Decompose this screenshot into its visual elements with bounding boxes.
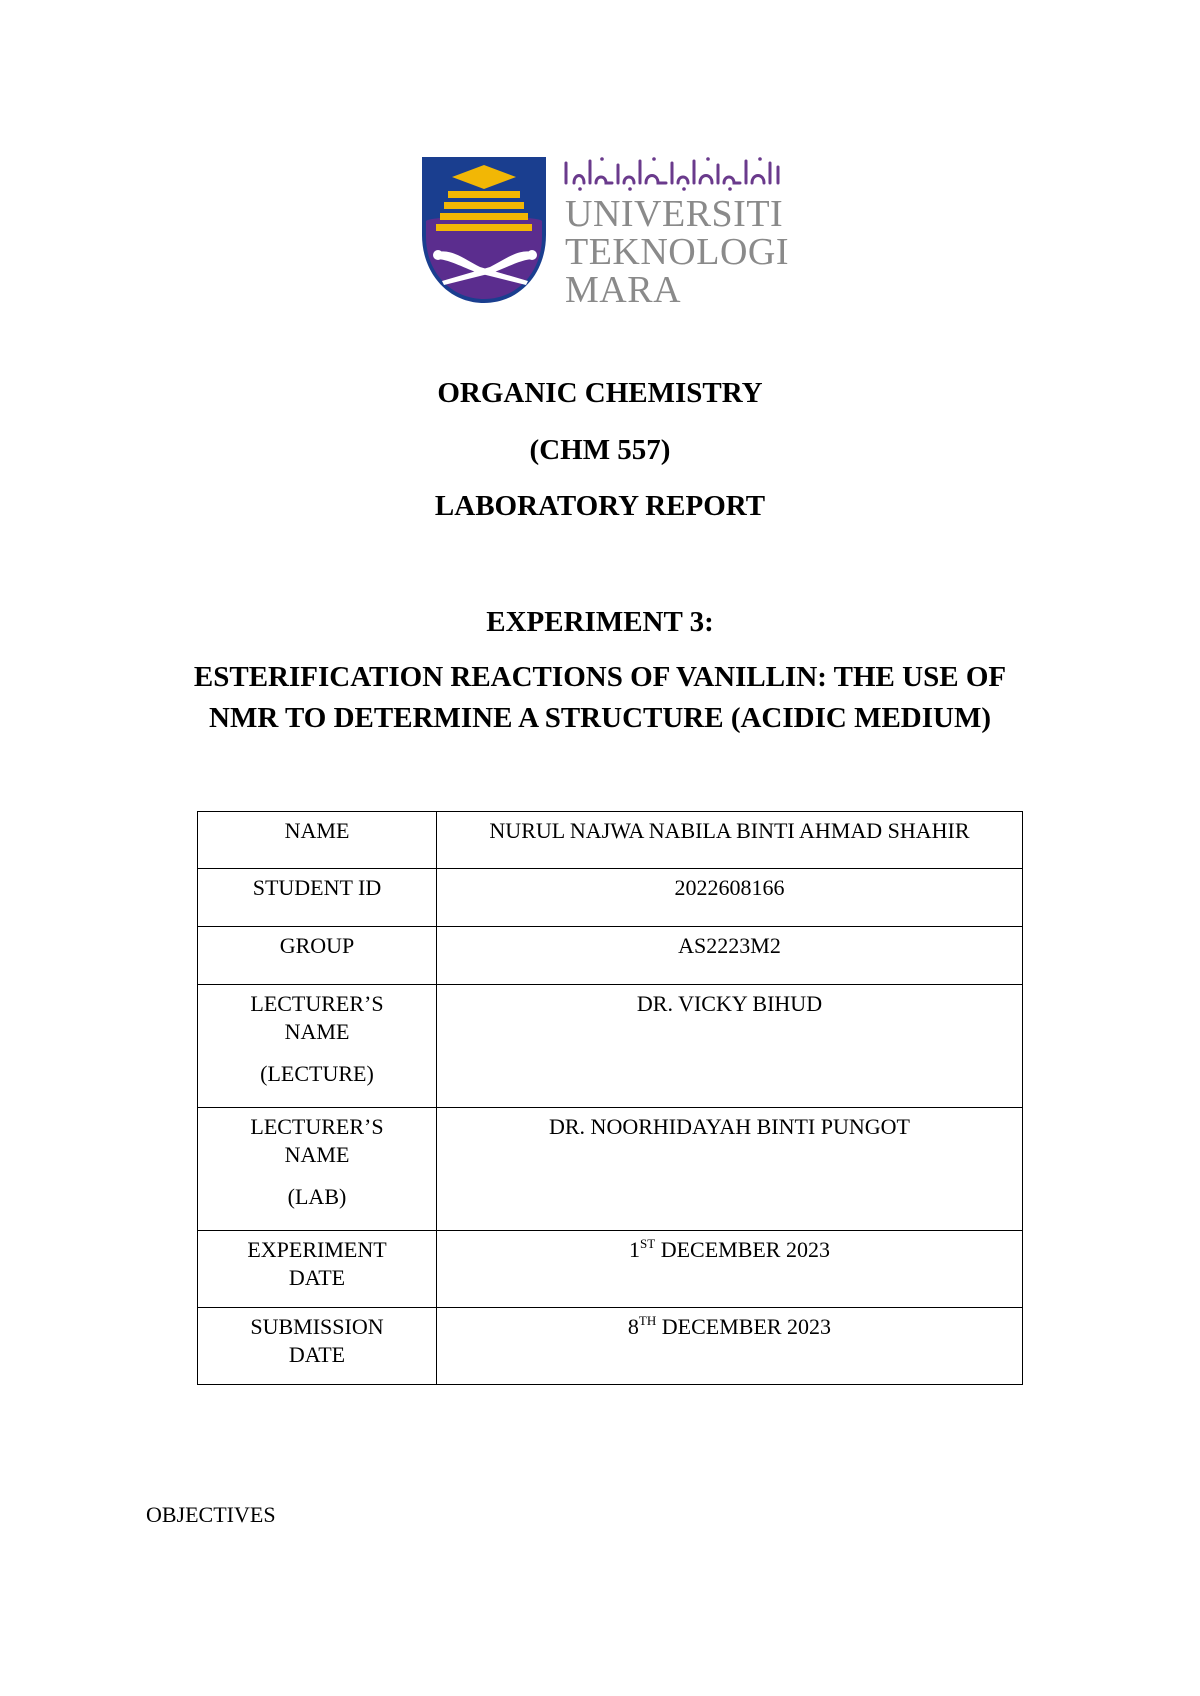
student-info-table (197, 811, 1023, 1385)
group-label: GROUP (198, 927, 437, 985)
experiment-title-line-1: ESTERIFICATION REACTIONS OF VANILLIN: THE USE OF (193, 661, 1007, 693)
experiment-title-line-2: NMR TO DETERMINE A STRUCTURE (ACIDIC MEDIUM) (209, 702, 991, 734)
name-label: NAME (198, 812, 437, 869)
submission-date-day: 8 (627, 1314, 639, 1339)
submission-date-rest: DECEMBER 2023 (656, 1314, 832, 1339)
lecturer-lab-label-line-3: (LAB) (287, 1184, 347, 1209)
lecturer-lab-label (198, 1108, 437, 1231)
experiment-number: EXPERIMENT 3: (486, 606, 714, 638)
logo-jawi-text (562, 155, 784, 191)
experiment-date-label-line-2: DATE (288, 1265, 346, 1290)
experiment-date-label (198, 1231, 437, 1308)
lecturer-lecture-label-line-1: LECTURER’S (250, 991, 384, 1016)
objectives-heading: OBJECTIVES (146, 1502, 276, 1527)
logo-line-3: MARA (565, 269, 682, 311)
table-row-name (198, 812, 1023, 869)
table-row-group (198, 927, 1023, 985)
university-logo (420, 155, 790, 311)
lecturer-lecture-label (198, 985, 437, 1108)
submission-date-label-line-1: SUBMISSION (250, 1314, 384, 1339)
experiment-date-label-line-1: EXPERIMENT (247, 1237, 387, 1262)
submission-date-suffix: TH (638, 1313, 657, 1328)
lecturer-lecture-label-line-3: (LECTURE) (260, 1061, 374, 1086)
experiment-date-rest: DECEMBER 2023 (655, 1237, 830, 1262)
submission-date-label (198, 1308, 437, 1385)
experiment-date-value (437, 1231, 1023, 1308)
lecturer-lab-value: DR. NOORHIDAYAH BINTI PUNGOT (437, 1108, 1023, 1231)
report-type: LABORATORY REPORT (434, 490, 766, 522)
lecturer-lab-label-line-1: LECTURER’S (250, 1114, 384, 1139)
logo-line-2: TEKNOLOGI (565, 231, 790, 273)
table-row-experiment-date (198, 1231, 1023, 1308)
logo-jawi-label (562, 155, 784, 191)
course-code: (CHM 557) (529, 434, 671, 466)
course-title: ORGANIC CHEMISTRY (437, 377, 763, 409)
lecturer-lecture-value: DR. VICKY BIHUD (437, 985, 1023, 1108)
submission-date-label-line-2: DATE (288, 1342, 346, 1367)
student-id-value: 2022608166 (437, 869, 1023, 927)
table-row-submission-date (198, 1308, 1023, 1385)
table-row-student-id (198, 869, 1023, 927)
lecturer-lab-label-line-2: NAME (284, 1142, 350, 1167)
experiment-date-day: 1 (629, 1237, 641, 1262)
logo-line-1: UNIVERSITI (565, 193, 784, 235)
student-id-label: STUDENT ID (198, 869, 437, 927)
table-row-lecturer-lecture (198, 985, 1023, 1108)
lecturer-lecture-label-line-2: NAME (284, 1019, 350, 1044)
table-row-lecturer-lab (198, 1108, 1023, 1231)
group-value: AS2223M2 (437, 927, 1023, 985)
experiment-date-suffix: ST (640, 1236, 656, 1251)
name-value: NURUL NAJWA NABILA BINTI AHMAD SHAHIR (437, 812, 1023, 869)
uitm-crest-icon (420, 155, 550, 305)
submission-date-value (437, 1308, 1023, 1385)
